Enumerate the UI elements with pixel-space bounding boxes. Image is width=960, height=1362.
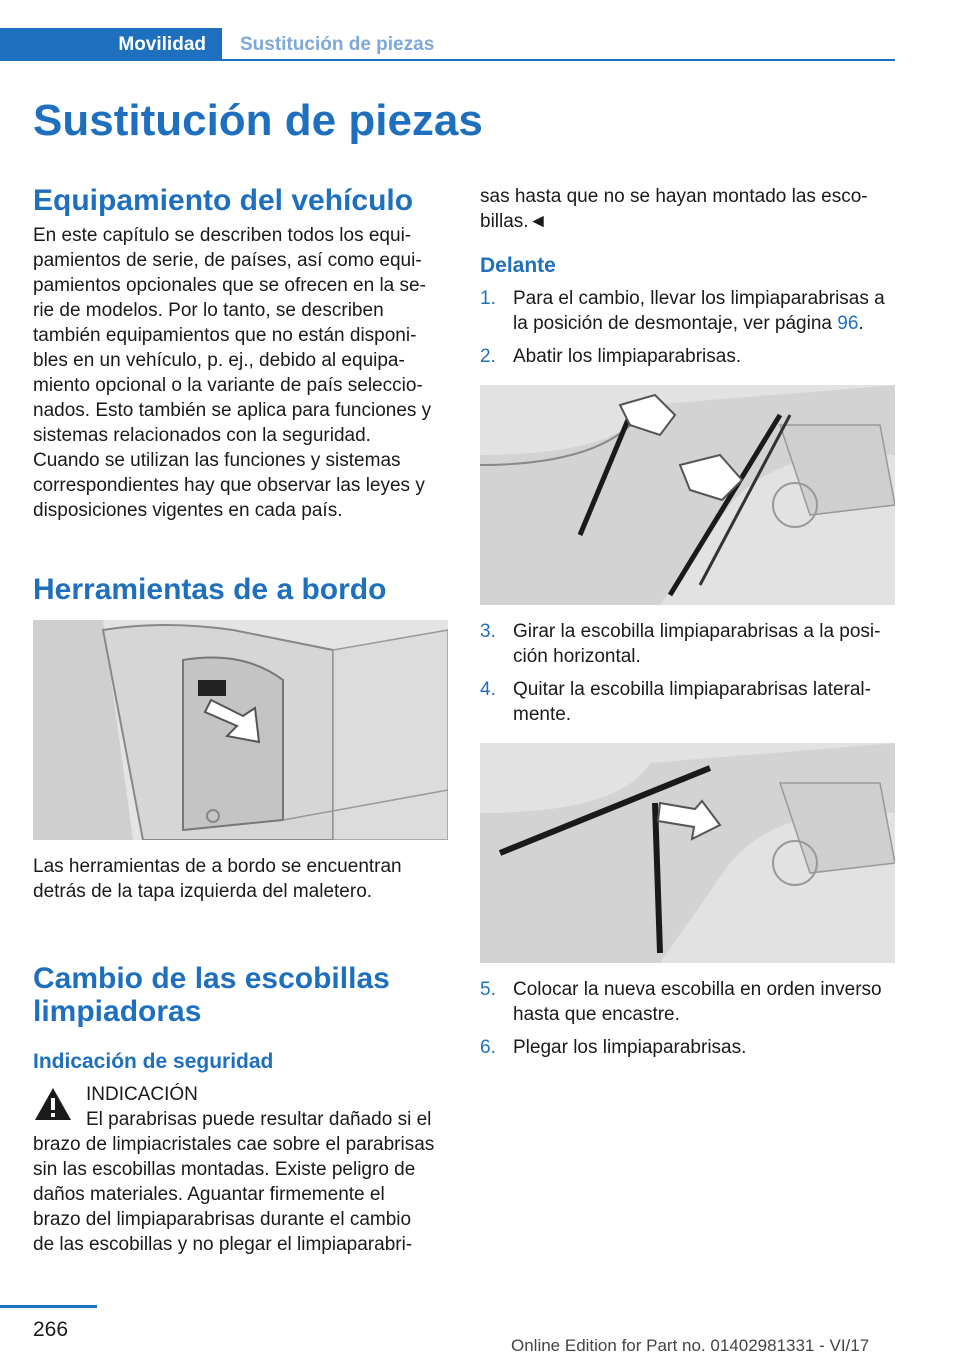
heading-line: limpiadoras — [33, 995, 202, 1028]
step-number: 2. — [480, 346, 496, 367]
text-line: pamientos opcionales que se ofrecen en la se- — [33, 275, 426, 296]
header-section-tab[interactable]: Movilidad — [0, 28, 222, 61]
text-line: sas hasta que no se hayan montado las esco- — [480, 186, 868, 207]
page-title: Sustitución de piezas — [33, 96, 483, 145]
list-item — [480, 619, 898, 669]
text-line: detrás de la tapa izquierda del maletero. — [33, 881, 373, 902]
step-text: Abatir los limpiaparabrisas. — [513, 346, 742, 367]
equipamiento-paragraph — [33, 223, 449, 523]
step-text: Colocar la nueva escobilla en orden inverso — [513, 979, 882, 1000]
heading-escobillas — [33, 962, 449, 1028]
header-subsection-tab[interactable]: Sustitución de piezas — [240, 33, 435, 55]
text-line: brazo del limpiaparabrisas durante el cambio — [33, 1209, 412, 1230]
header-rule — [222, 59, 895, 61]
step-text: ción horizontal. — [513, 646, 641, 667]
heading-indicacion-seguridad: Indicación de seguridad — [33, 1050, 274, 1073]
list-item — [480, 286, 898, 336]
heading-equipamiento: Equipamiento del vehículo — [33, 184, 414, 217]
text-line: sin las escobillas montadas. Existe peligro de — [33, 1159, 416, 1180]
step-text: . — [858, 313, 864, 334]
text-line: billas.◄ — [480, 211, 548, 232]
warning-label: INDICACIÓN — [86, 1084, 198, 1105]
step-text: Quitar la escobilla limpiaparabrisas lateral- — [513, 679, 871, 700]
right-column — [480, 184, 898, 1060]
running-header — [0, 28, 895, 62]
step-number: 4. — [480, 679, 496, 700]
step-text: hasta que encastre. — [513, 1004, 680, 1025]
step-number: 6. — [480, 1037, 496, 1058]
text-line: correspondientes hay que observar las leyes y — [33, 475, 425, 496]
steps-list-a — [480, 286, 898, 369]
step-text: mente. — [513, 704, 572, 725]
step-text: la posición de desmontaje, ver página — [513, 313, 838, 334]
text-line: En este capítulo se describen todos los equi- — [33, 225, 412, 246]
step-number: 5. — [480, 979, 496, 1000]
text-line: nados. Esto también se aplica para funciones y — [33, 400, 432, 421]
text-line: daños materiales. Aguantar firmemente el — [33, 1184, 385, 1205]
list-item — [480, 344, 898, 369]
step-text: Para el cambio, llevar los limpiaparabrisas a — [513, 288, 885, 309]
text-line: pamientos de serie, de países, así como equi- — [33, 250, 422, 271]
steps-list-c — [480, 977, 898, 1060]
warning-block — [33, 1082, 449, 1257]
text-line: miento opcional o la variante de país seleccio- — [33, 375, 423, 396]
text-line: disposiciones vigentes en cada país. — [33, 500, 343, 521]
text-line: bles en un vehículo, p. ej., debido al equipa- — [33, 350, 405, 371]
herramientas-paragraph — [33, 854, 449, 904]
trunk-figure — [33, 620, 448, 840]
step-text: Girar la escobilla limpiaparabrisas a la posi- — [513, 621, 881, 642]
text-line: de las escobillas y no plegar el limpiaparabri- — [33, 1234, 413, 1255]
warning-triangle-icon — [33, 1086, 73, 1122]
heading-delante: Delante — [480, 254, 556, 277]
step-number: 3. — [480, 621, 496, 642]
list-item — [480, 1035, 898, 1060]
list-item — [480, 977, 898, 1027]
list-item — [480, 677, 898, 727]
step-number: 1. — [480, 288, 496, 309]
text-line: El parabrisas puede resultar dañado si el — [86, 1109, 432, 1130]
heading-line: Cambio de las escobillas — [33, 962, 390, 995]
wiper-blade-removal-figure — [480, 743, 895, 963]
text-line: Cuando se utilizan las funciones y sistemas — [33, 450, 401, 471]
heading-herramientas: Herramientas de a bordo — [33, 573, 387, 606]
page-number: 266 — [33, 1318, 69, 1341]
text-line: brazo de limpiacristales cae sobre el parabrisas — [33, 1134, 435, 1155]
wiper-folding-figure — [480, 385, 895, 605]
text-line: rie de modelos. Por lo tanto, se describen — [33, 300, 384, 321]
text-line: también equipamientos que no están disponi- — [33, 325, 417, 346]
page-link[interactable]: 96 — [837, 313, 859, 334]
footer-edition: Online Edition for Part no. 01402981331 - VI/17 — [511, 1336, 870, 1355]
text-line: sistemas relacionados con la seguridad. — [33, 425, 371, 446]
footer-rule — [0, 1305, 97, 1308]
step-text: Plegar los limpiaparabrisas. — [513, 1037, 747, 1058]
text-line: Las herramientas de a bordo se encuentran — [33, 856, 402, 877]
steps-list-b — [480, 619, 898, 727]
left-column — [33, 184, 449, 1257]
